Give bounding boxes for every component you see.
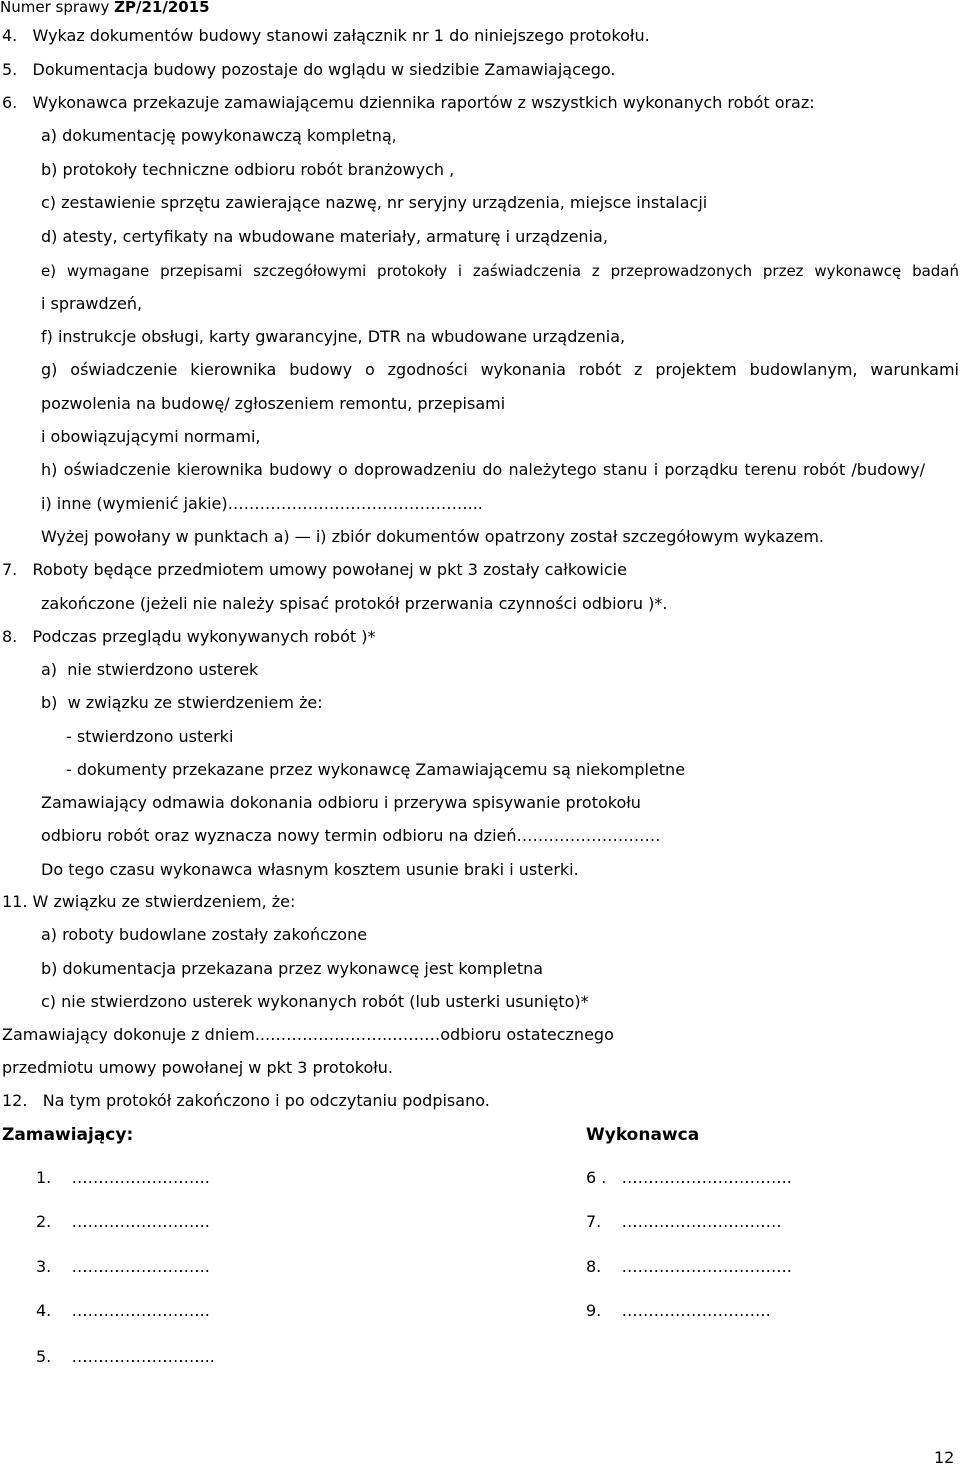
item-6-e-cont: i sprawdzeń, <box>41 294 143 313</box>
item-5: 5. Dokumentacja budowy pozostaje do wglądu w siedzibie Zamawiającego. <box>2 60 616 79</box>
case-number: ZP/21/2015 <box>114 0 210 16</box>
item-8-b-2: - dokumenty przekazane przez wykonawcę Zamawiającemu są niekompletne <box>66 760 686 779</box>
item-12: 12. Na tym protokół zakończono i po odczytaniu podpisano. <box>2 1091 490 1110</box>
item-6-f: f) instrukcje obsługi, karty gwarancyjne, DTR na wbudowane urządzenia, <box>41 327 626 346</box>
signature-line-right-7: 7. ………………………… <box>586 1212 782 1231</box>
item-6-h: h) oświadczenie kierownika budowy o doprowadzeniu do należytego stanu i porządku terenu robót /budowy/ <box>41 460 925 479</box>
signature-line-right-8: 8. ………………………….. <box>586 1257 792 1276</box>
item-11-c: c) nie stwierdzono usterek wykonanych robót (lub usterki usunięto)* <box>41 992 589 1011</box>
signature-line-left-3: 3. …………………….. <box>36 1257 210 1276</box>
item-11-a: a) roboty budowlane zostały zakończone <box>41 925 368 944</box>
signature-line-left-5: 5. ……………………... <box>36 1347 215 1366</box>
item-8-b-1: - stwierdzono usterki <box>66 727 234 746</box>
item-8-refusal: Zamawiający odmawia dokonania odbioru i przerywa spisywanie protokołu <box>41 793 641 812</box>
item-7: 7. Roboty będące przedmiotem umowy powołanej w pkt 3 zostały całkowicie <box>2 560 627 579</box>
signature-title-right: Wykonawca <box>586 1125 700 1145</box>
item-11-acceptance: Zamawiający dokonuje z dniem...…………………..………odbioru ostatecznego <box>2 1025 614 1044</box>
signature-line-right-9: 9. ………………………. <box>586 1301 771 1320</box>
item-11-subject: przedmiotu umowy powołanej w pkt 3 protokołu. <box>2 1058 394 1077</box>
item-8-b: b) w związku ze stwierdzeniem że: <box>41 693 323 712</box>
item-6-d: d) atesty, certyfikaty na wbudowane materiały, armaturę i urządzenia, <box>41 227 608 246</box>
item-6-summary: Wyżej powołany w punktach a) — i) zbiór dokumentów opatrzony został szczegółowym wykazem. <box>41 527 824 546</box>
item-6-g: g) oświadczenie kierownika budowy o zgodności wykonania robót z projektem budowlanym, warunkami <box>41 360 959 379</box>
item-8-a: a) nie stwierdzono usterek <box>41 660 259 679</box>
item-6-g-cont-2: i obowiązującymi normami, <box>41 427 261 446</box>
page-number: 12 <box>934 1448 955 1467</box>
item-6-i: i) inne (wymienić jakie)………………………………………... <box>41 494 483 513</box>
item-8-deadline: Do tego czasu wykonawca własnym kosztem usunie braki i usterki. <box>41 860 579 879</box>
signature-line-left-1: 1. …………………….. <box>36 1168 210 1187</box>
signature-line-left-4: 4. …………………….. <box>36 1301 210 1320</box>
item-6-c: c) zestawienie sprzętu zawierające nazwę, nr seryjny urządzenia, miejsce instalacji <box>41 193 708 212</box>
case-number-label: Numer sprawy <box>0 0 110 16</box>
page-header <box>0 0 210 17</box>
item-8: 8. Podczas przeglądu wykonywanych robót )* <box>2 627 376 646</box>
item-11-b: b) dokumentacja przekazana przez wykonawcę jest kompletna <box>41 959 544 978</box>
item-6-e: e) wymagane przepisami szczegółowymi protokoły i zaświadczenia z przeprowadzonych przez wykonawcę badań <box>41 262 959 280</box>
signature-line-right-6: 6 . ………………………….. <box>586 1168 792 1187</box>
item-8-new-date: odbioru robót oraz wyznacza nowy termin odbioru na dzień……………………… <box>41 826 661 845</box>
item-6-b: b) protokoły techniczne odbioru robót branżowych , <box>41 160 455 179</box>
item-6-a: a) dokumentację powykonawczą kompletną, <box>41 126 397 145</box>
item-6: 6. Wykonawca przekazuje zamawiającemu dziennika raportów z wszystkich wykonanych robót oraz: <box>2 93 815 112</box>
item-4: 4. Wykaz dokumentów budowy stanowi załącznik nr 1 do niniejszego protokołu. <box>2 26 650 45</box>
item-7-cont: zakończone (jeżeli nie należy spisać protokół przerwania czynności odbioru )*. <box>41 594 668 613</box>
signature-line-left-2: 2. …………………….. <box>36 1212 210 1231</box>
signature-title-left: Zamawiający: <box>2 1125 134 1145</box>
item-11: 11. W związku ze stwierdzeniem, że: <box>2 892 296 911</box>
item-6-g-cont: pozwolenia na budowę/ zgłoszeniem remontu, przepisami <box>41 394 506 413</box>
